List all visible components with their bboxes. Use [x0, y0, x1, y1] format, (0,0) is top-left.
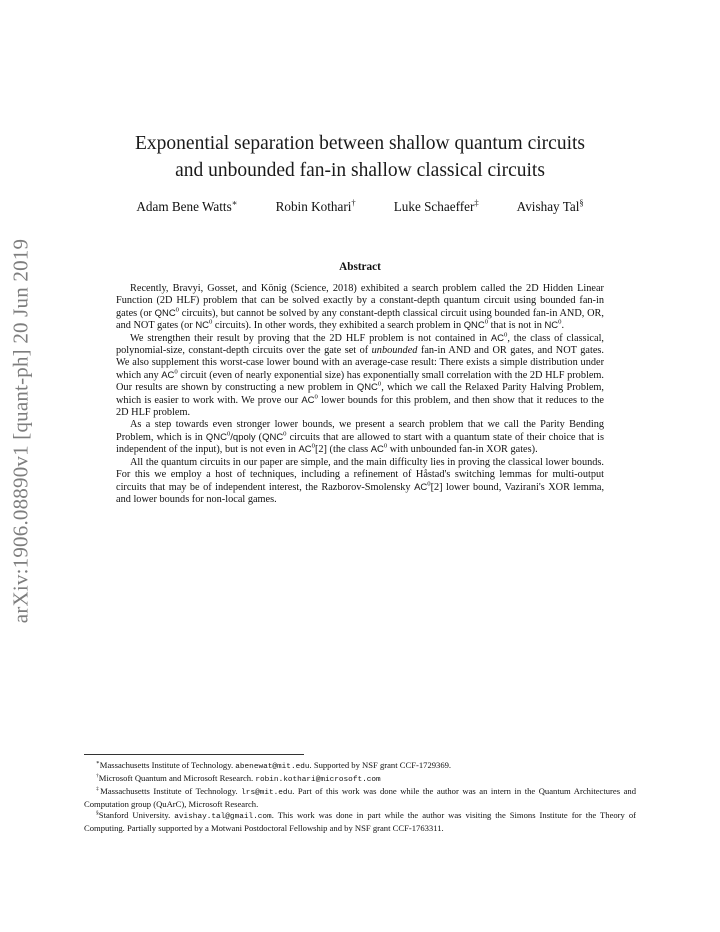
author-1 — [136, 199, 237, 215]
author-4-mark: § — [579, 197, 584, 208]
abstract-paragraph-4: All the quantum circuits in our paper are simple, and the main difficulty lies in proving the classical lower bounds. For this we employ a host of techniques, including a refinement of Håstad's switching lemmas for multi-output circuits that may be of independent interest, the Razborov-Smolensky $AC^0[2]$ lower bound, Vazirani's XOR lemma, and lower bounds for non-local games. — [116, 456, 605, 505]
footnote-3: ‡Massachusetts Institute of Technology. lrs@mit.edu. Part of this work was done while the author was an intern in the Quantum Architectures and Computation group (QuArC), Microsoft Research. — [84, 786, 636, 809]
footnote-2: †Microsoft Quantum and Microsoft Research. robin.kothari@microsoft.com — [96, 773, 381, 784]
author-2 — [276, 199, 356, 215]
author-3-name: Luke Schaeffer — [393, 199, 475, 214]
author-3 — [394, 199, 479, 215]
footnote-4-email[interactable]: avishay.tal@gmail.com — [174, 813, 272, 821]
abstract-paragraph-1: Recently, Bravyi, Gosset, and König (Science, 2018) exhibited a search problem called the 2D Hidden Linear Function (2D HLF) problem that can be solved exactly by a constant-depth quantum circuit using bounded fan-in gates (or QNC$^0$ circuits), but cannot be solved by any constant-depth classical circuit using bounded fan-in AND, OR, and NOT gates (or $NC^0$ circuits). In other words, they exhibited a search problem in QNC$^0$ that is not in $NC^0$. — [116, 283, 604, 332]
author-1-mark: ∗ — [231, 197, 238, 208]
abstract-body — [116, 283, 604, 506]
footnote-3-email[interactable]: lrs@mit.edu — [241, 789, 293, 797]
abstract-paragraph-3: As a step towards even stronger lower bounds, we present a search problem that we call the Parity Bending Problem, which is in QNC$^0$/qpoly (QNC$^0$ circuits that are allowed to start with a quantum state of their choice that is independent of the input), but is not even in $AC^0[2]$ (the class $AC^0$ with unbounded fan-in XOR gates). — [116, 419, 604, 456]
abstract-paragraph-2: We strengthen their result by proving that the 2D HLF problem is not contained in $AC^0$, the class of classical, polynomial-size, constant-depth circuits over the gate set of unbounded fan-in AND and OR gates, and NOT gates. We also supplement this worst-case lower bound with an average-case result: There exists a simple distribution under which any $AC^0$ circuit (even of nearly exponential size) has exponentially small correlation with the 2D HLF problem. Our results are shown by constructing a new problem in QNC$^0$, which we call the Relaxed Parity Halving Problem, which is easier to work with. We prove our $AC^0$ lower bounds for this problem, and then show that it reduces to the 2D HLF problem. — [116, 331, 605, 419]
footnote-rule — [84, 754, 304, 755]
title-line-2: and unbounded fan-in shallow classical circuits — [175, 160, 545, 181]
footnote-4: §Stanford University. avishay.tal@gmail.com. This work was done in part while the author was visiting the Simons Institute for the Theory of Computing. Partially supported by a Motwani Postdoctoral Fellowship and by NSF grant CCF-1763311. — [84, 810, 636, 833]
title-line-1: Exponential separation between shallow quantum circuits — [135, 133, 585, 154]
author-4-name: Avishay Tal — [516, 199, 580, 214]
author-2-mark: † — [351, 197, 356, 208]
author-3-mark: ‡ — [474, 197, 479, 208]
footnotes — [84, 760, 636, 834]
abstract-heading: Abstract — [339, 261, 381, 273]
footnote-1: ∗Massachusetts Institute of Technology. abenewat@mit.edu. Supported by NSF grant CCF-1729369. — [96, 760, 452, 771]
author-2-name: Robin Kothari — [275, 199, 352, 214]
author-1-name: Adam Bene Watts — [136, 199, 232, 214]
footnote-2-email[interactable]: robin.kothari@microsoft.com — [255, 776, 381, 784]
author-4 — [517, 199, 584, 215]
paper-title — [100, 130, 620, 184]
arxiv-identifier-stamp: arXiv:1906.08890v1 [quant-ph] 20 Jun 2019 — [8, 238, 33, 624]
author-list — [80, 199, 640, 215]
footnote-1-email[interactable]: abenewat@mit.edu — [235, 763, 310, 771]
